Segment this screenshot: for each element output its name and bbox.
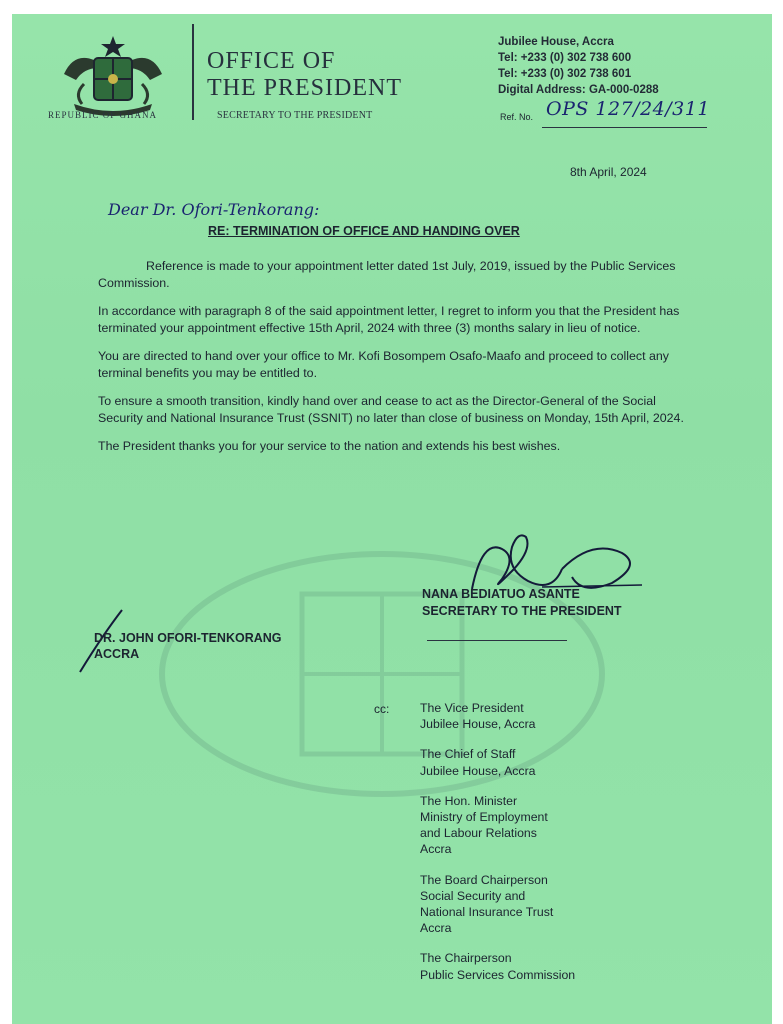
signatory-name: NANA BEDIATUO ASANTE (422, 587, 580, 601)
cc-line: Social Security and (420, 888, 526, 903)
cc-line: The Vice President (420, 701, 524, 715)
cc-list (420, 700, 575, 997)
cc-line: Public Services Commission (420, 967, 576, 982)
office-title-line1: OFFICE OF (207, 48, 336, 74)
cc-recipient (420, 872, 575, 937)
office-title-line2: THE PRESIDENT (207, 75, 402, 101)
cc-recipient (420, 746, 575, 778)
cc-line: Accra (420, 921, 452, 936)
signatory-block (422, 586, 622, 620)
signatory-title: SECRETARY TO THE PRESIDENT (422, 604, 622, 618)
ref-label: Ref. No. (500, 112, 534, 122)
addressee-name: DR. JOHN OFORI-TENKORANG (94, 631, 282, 645)
subject-line: RE: TERMINATION OF OFFICE AND HANDING OVER (208, 224, 520, 238)
cc-recipient (420, 950, 575, 982)
cc-line: The Chief of Staff (420, 747, 516, 762)
signature-underline (427, 640, 567, 641)
cc-line: The Chairperson (420, 951, 512, 966)
paragraph-4: To ensure a smooth transition, kindly hand over and cease to act as the Director-General of the Social Security and National Insurance Trust (SSNIT) no later than close of business on Monday, 15th April, 2024. (98, 394, 684, 425)
paragraph-5: The President thanks you for your service to the nation and extends his best wishes. (98, 439, 561, 453)
secretary-label: SECRETARY TO THE PRESIDENT (217, 110, 373, 121)
greeting: Dear Dr. Ofori-Tenkorang: (108, 200, 320, 219)
header-divider (192, 24, 194, 120)
cc-line: National Insurance Trust (420, 905, 554, 920)
contact-block (498, 34, 659, 98)
addressee-city: ACCRA (94, 647, 140, 661)
cc-line: Jubilee House, Accra (420, 763, 536, 778)
republic-label: REPUBLIC OF GHANA (48, 110, 158, 120)
letter-body (98, 258, 698, 467)
cc-line: Accra (420, 842, 452, 857)
letter-page (12, 14, 772, 1024)
coat-of-arms-icon (54, 34, 172, 116)
address: Jubilee House, Accra (498, 36, 614, 48)
addressee-block (94, 630, 282, 662)
cc-line: and Labour Relations (420, 826, 537, 841)
tel-2: Tel: +233 (0) 302 738 601 (498, 68, 632, 80)
tel-1: Tel: +233 (0) 302 738 600 (498, 52, 632, 64)
cc-line: Jubilee House, Accra (420, 717, 536, 732)
digital-address: Digital Address: GA-000-0288 (498, 84, 659, 96)
cc-label: cc: (374, 702, 390, 716)
paragraph-3: You are directed to hand over your office to Mr. Kofi Bosompem Osafo-Maafo and proceed to collect any terminal benefits you may be entitled to. (98, 349, 669, 380)
paragraph-2: In accordance with paragraph 8 of the said appointment letter, I regret to inform you that the President has terminated your appointment effective 15th April, 2024 with three (3) months salary in lieu of notice. (98, 304, 680, 335)
cc-line: Ministry of Employment (420, 810, 548, 825)
ref-underline (542, 127, 707, 128)
cc-recipient (420, 700, 575, 732)
cc-line: The Board Chairperson (420, 872, 548, 887)
letter-date: 8th April, 2024 (570, 165, 647, 179)
cc-recipient (420, 793, 575, 858)
cc-line: The Hon. Minister (420, 793, 518, 808)
paragraph-1: Reference is made to your appointment letter dated 1st July, 2019, issued by the Public Services Commission. (98, 259, 676, 290)
office-title (207, 48, 402, 102)
ref-number: OPS 127/24/311 (546, 98, 710, 120)
